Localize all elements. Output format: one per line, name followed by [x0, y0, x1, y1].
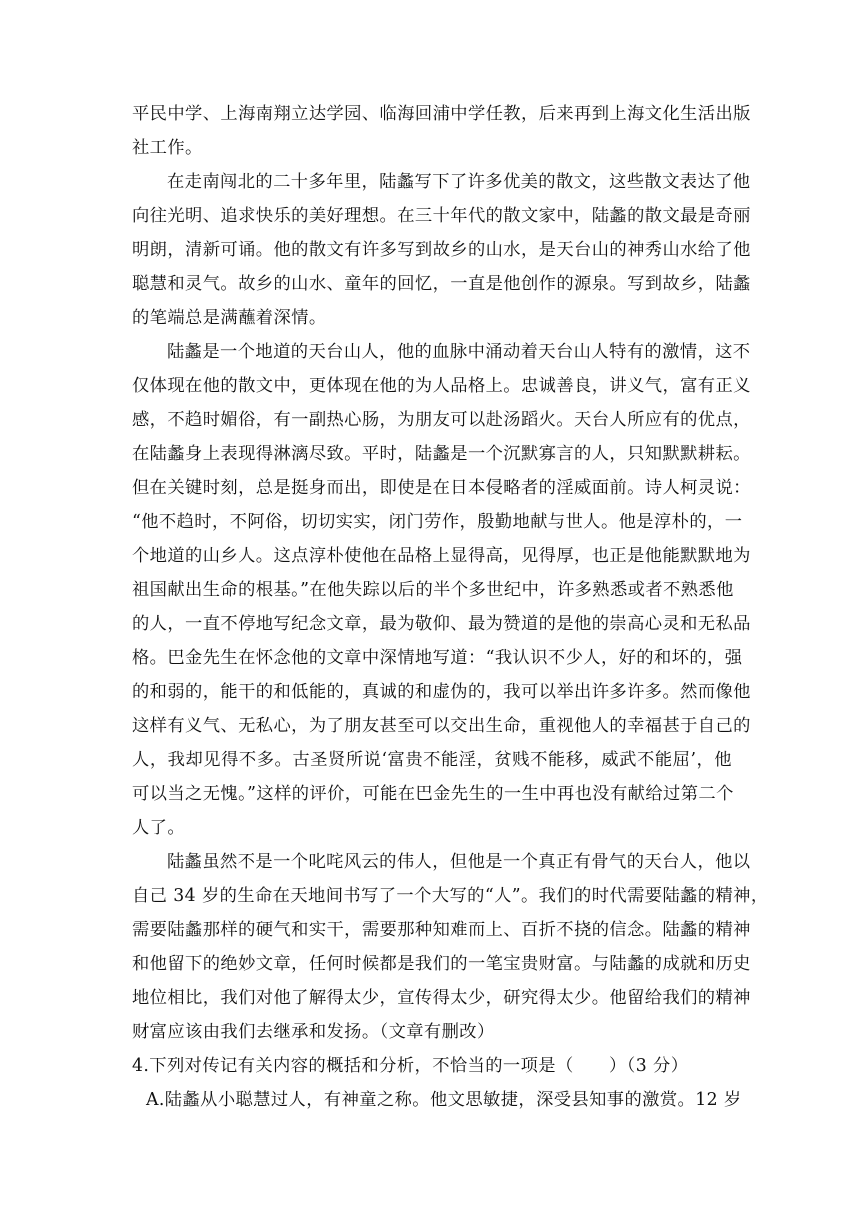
- paragraph-first-line: 在走南闯北的二十多年里，陆蠡写下了许多优美的散文，这些散文表达了他: [167, 172, 751, 192]
- question-4-option-a: A.陆蠡从小聪慧过人，有神童之称。他文思敏捷，深受县知事的激赏。12 岁: [146, 1090, 742, 1110]
- text-line: 平民中学、上海南翔立达学园、临海回浦中学任教，后来再到上海文化生活出版: [132, 104, 751, 124]
- text-line: 自己 34 岁的生命在天地间书写了一个大写的“人”。我们的时代需要陆蠡的精神，: [132, 886, 769, 906]
- text-line: 格。巴金先生在怀念他的文章中深情地写道：“我认识不少人，好的和坏的，强: [132, 648, 743, 668]
- text-line: 人，我却见得不多。古圣贤所说‘富贵不能淫，贫贱不能移，威武不能屈’，他: [132, 750, 732, 770]
- text-line: 仅体现在他的散文中，更体现在他的为人品格上。忠诚善良，讲义气，富有正义: [132, 376, 751, 396]
- text-line: 的和弱的，能干的和低能的，真诚的和虚伪的，我可以举出许多许多。然而像他: [132, 682, 751, 702]
- text-line: 和他留下的绝妙文章，任何时候都是我们的一笔宝贵财富。与陆蠡的成就和历史: [132, 954, 751, 974]
- text-line: 的人，一直不停地写纪念文章，最为敬仰、最为赞道的是他的崇高心灵和无私品: [132, 614, 751, 634]
- text-line: 地位相比，我们对他了解得太少，宣传得太少，研究得太少。他留给我们的精神: [132, 988, 751, 1008]
- paragraph-first-line: 陆蠡虽然不是一个叱咤风云的伟人，但他是一个真正有骨气的天台人，他以: [167, 852, 751, 872]
- text-line: 在陆蠡身上表现得淋漓尽致。平时，陆蠡是一个沉默寡言的人，只知默默耕耘。: [132, 444, 751, 464]
- paragraph-first-line: 陆蠡是一个地道的天台山人，他的血脉中涌动着天台山人特有的激情，这不: [167, 342, 751, 362]
- text-line: 可以当之无愧。”这样的评价，可能在巴金先生的一生中再也没有献给过第二个: [132, 784, 734, 804]
- text-line: 明朗，清新可诵。他的散文有许多写到故乡的山水，是天台山的神秀山水给了他: [132, 240, 751, 260]
- question-4-stem: 4.下列对传记有关内容的概括和分析，不恰当的一项是（ ）（3 分）: [132, 1056, 689, 1076]
- text-line: 这样有义气、无私心，为了朋友甚至可以交出生命，重视他人的幸福甚于自己的: [132, 716, 751, 736]
- text-line: 祖国献出生命的根基。”在他失踪以后的半个多世纪中，许多熟悉或者不熟悉他: [132, 580, 734, 600]
- text-line: 但在关键时刻，总是挺身而出，即使是在日本侵略者的淫威面前。诗人柯灵说：: [132, 478, 751, 498]
- text-line: 个地道的山乡人。这点淳朴使他在品格上显得高，见得厚，也正是他能默默地为: [132, 546, 751, 566]
- text-line: “他不趋时，不阿俗，切切实实，闭门劳作，殷勤地献与世人。他是淳朴的，一: [132, 512, 743, 532]
- text-line: 感，不趋时媚俗，有一副热心肠，为朋友可以赴汤蹈火。天台人所应有的优点，: [132, 410, 751, 430]
- text-line: 人了。: [132, 818, 186, 838]
- text-line: 需要陆蠡那样的硬气和实干，需要那种知难而上、百折不挠的信念。陆蠡的精神: [132, 920, 751, 940]
- text-line: 向往光明、追求快乐的美好理想。在三十年代的散文家中，陆蠡的散文最是奇丽: [132, 206, 751, 226]
- text-line: 聪慧和灵气。故乡的山水、童年的回忆，一直是他创作的源泉。写到故乡，陆蠡: [132, 274, 751, 294]
- text-line: 的笔端总是满蘸着深情。: [132, 308, 327, 328]
- text-line: 社工作。: [132, 138, 203, 158]
- text-line: 财富应该由我们去继承和发扬。（文章有删改）: [132, 1022, 495, 1042]
